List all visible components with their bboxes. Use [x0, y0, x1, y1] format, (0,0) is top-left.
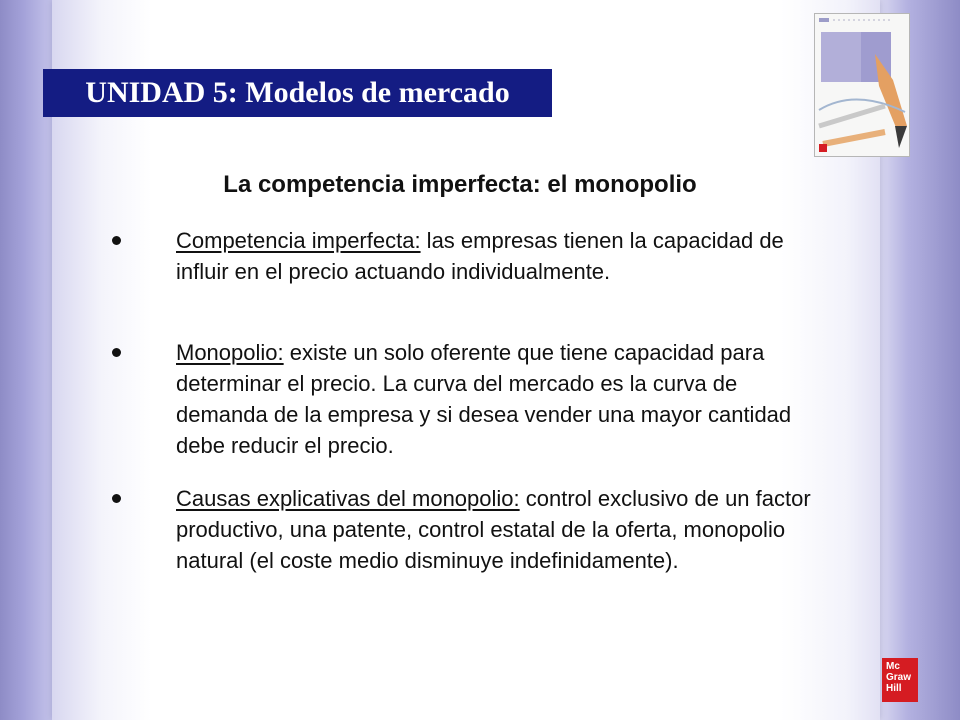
- list-item: [106, 225, 826, 287]
- bullet-icon: [112, 236, 121, 245]
- bullet-text: las empresas tienen la capacidad de influir en el precio actuando individualmente.: [176, 228, 784, 284]
- list-item: [106, 483, 826, 576]
- book-cover-image: [814, 13, 910, 157]
- publisher-logo: [882, 658, 918, 702]
- bullet-icon: [112, 348, 121, 357]
- list-item: [106, 337, 826, 461]
- bullet-term: Competencia imperfecta:: [176, 228, 421, 253]
- bullet-term: Causas explicativas del monopolio:: [176, 486, 520, 511]
- bullet-text: existe un solo oferente que tiene capacidad para determinar el precio. La curva del mercado es la curva de demanda de la empresa y si desea vender una mayor cantidad debe reducir el precio.: [176, 340, 792, 458]
- bullet-text: control exclusivo de un factor productivo, una patente, control estatal de la oferta, monopolio natural (el coste medio disminuye indefinidamente).: [176, 486, 811, 573]
- bullet-term: Monopolio:: [176, 340, 284, 365]
- slide-title-text: UNIDAD 5: Modelos de mercado: [85, 76, 510, 109]
- slide-title: [43, 69, 552, 117]
- logo-line: Graw: [886, 672, 912, 683]
- book-cover-illustration: [815, 14, 910, 157]
- bullet-icon: [112, 494, 121, 503]
- section-heading: La competencia imperfecta: el monopolio: [223, 171, 697, 198]
- bullet-list: [106, 225, 826, 576]
- logo-line: Hill: [886, 683, 902, 694]
- logo-line: Mc: [886, 661, 900, 672]
